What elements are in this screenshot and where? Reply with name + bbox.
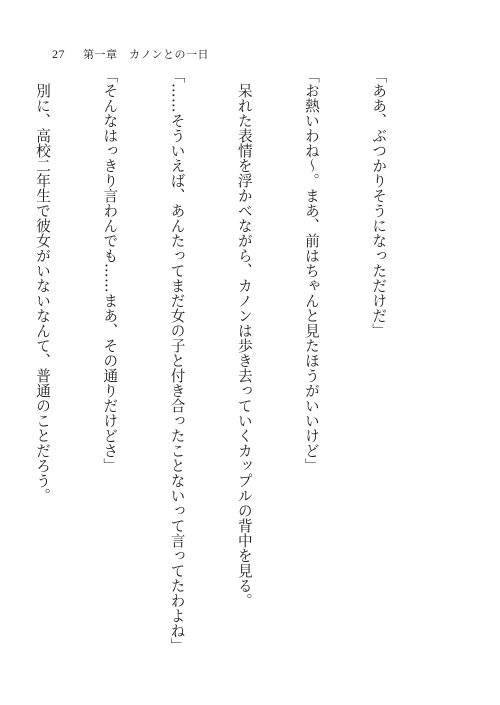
chapter-title: 第一章 カノンとの一日 [83,48,210,61]
text-line: 別に、高校二年生で彼女がいないなんて、普通のことだろう。 [34,68,52,503]
page-header [52,46,209,62]
page-number: 27 [52,47,65,61]
text-line: 「お熱いわね～。まあ、前はちゃんと見たほうがいいけど」 [302,68,320,473]
text-line: 「……そういえば、あんたってまだ女の子と付き合ったことないって言ってたわよね」 [168,68,186,653]
text-line: 「そんなはっきり言わんでも……まあ、その通りだけどさ」 [101,68,119,473]
text-line: 「ああ、ぶつかりそうになっただけだ」 [370,68,388,338]
text-line: 呆れた表情を浮かべながら、カノンは歩き去っていくカップルの背中を見る。 [235,68,253,608]
body-text [0,68,434,673]
